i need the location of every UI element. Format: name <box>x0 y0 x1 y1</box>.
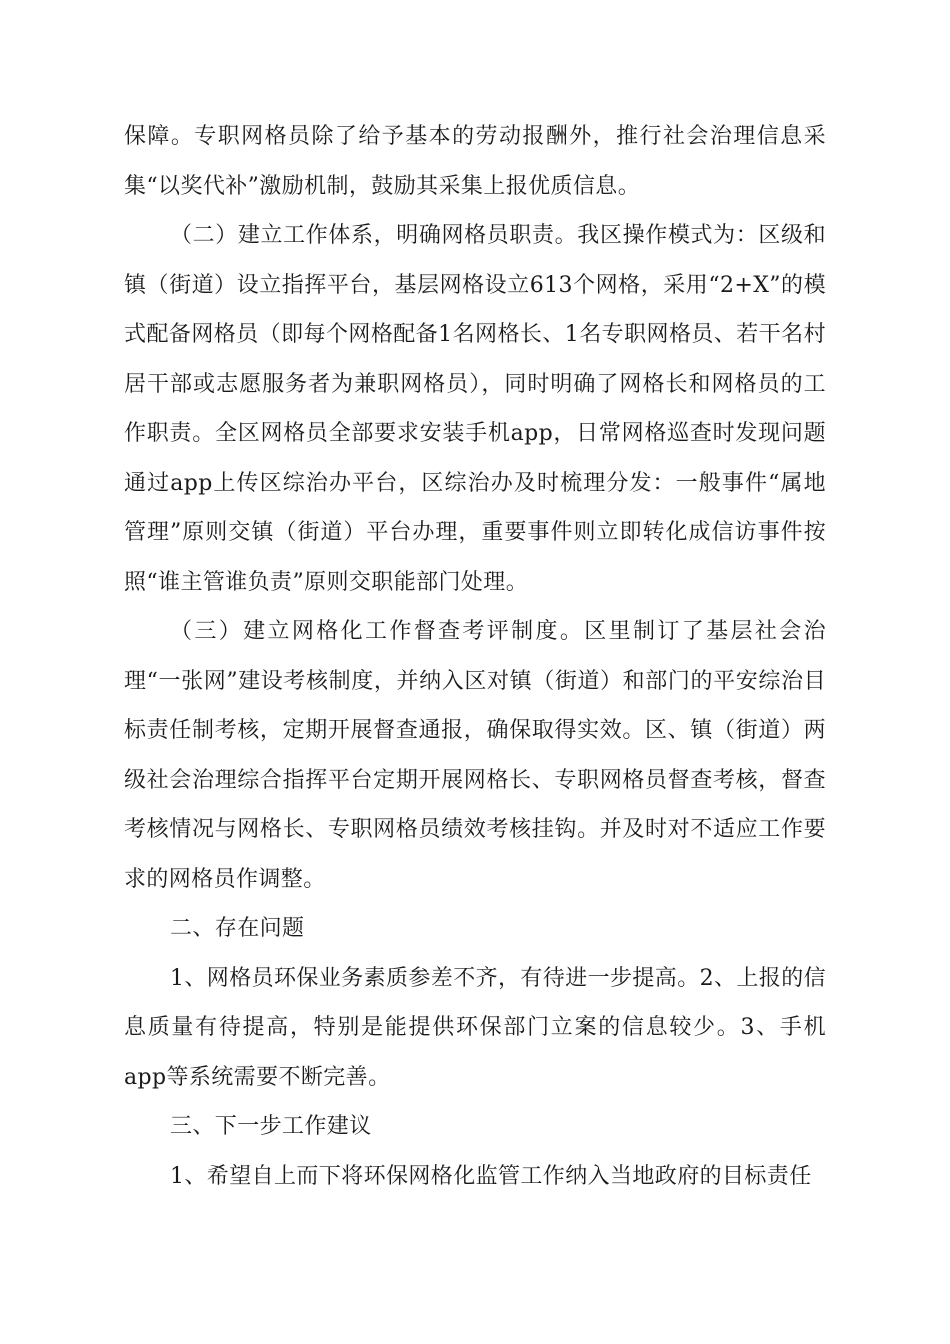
section-three-body: 1、希望自上而下将环保网格化监管工作纳入当地政府的目标责任 <box>170 1163 812 1189</box>
document-body <box>124 112 826 1201</box>
paragraph-work-system: （二）建立工作体系，明确网格员职责。我区操作模式为：区级和镇（街道）设立指挥平台，基层网格设立613个网格，采用“2+X”的模式配备网格员（即每个网格配备1名网格长、1名专职网格员、若干名村居干部或志愿服务者为兼职网格员），同时明确了网格长和网格员的工作职责。全区网格员全部要求安装手机app，日常网格巡查时发现问题通过app上传区综治办平台，区综治办及时梳理分发：一般事件“属地管理”原则交镇（街道）平台办理，重要事件则立即转化成信访事件按照“谁主管谁负责”原则交职能部门处理。 <box>124 223 826 595</box>
section-two-heading: 二、存在问题 <box>170 916 305 941</box>
section-three-heading: 三、下一步工作建议 <box>170 1114 372 1139</box>
paragraph-incentive: 保障。专职网格员除了给予基本的劳动报酬外，推行社会治理信息采集“以奖代补”激励机制，鼓励其采集上报优质信息。 <box>124 124 826 199</box>
paragraph-supervision: （三）建立网格化工作督查考评制度。区里制订了基层社会治理“一张网”建设考核制度，并纳入区对镇（街道）和部门的平安综治目标责任制考核，定期开展督查通报，确保取得实效。区、镇（街道）两级社会治理综合指挥平台定期开展网格长、专职网格员督查考核，督查考核情况与网格长、专职网格员绩效考核挂钩。并及时对不适应工作要求的网格员作调整。 <box>124 619 826 892</box>
section-two-body: 1、网格员环保业务素质参差不齐，有待进一步提高。2、上报的信息质量有待提高，特别是能提供环保部门立案的信息较少。3、手机app等系统需要不断完善。 <box>124 965 826 1090</box>
